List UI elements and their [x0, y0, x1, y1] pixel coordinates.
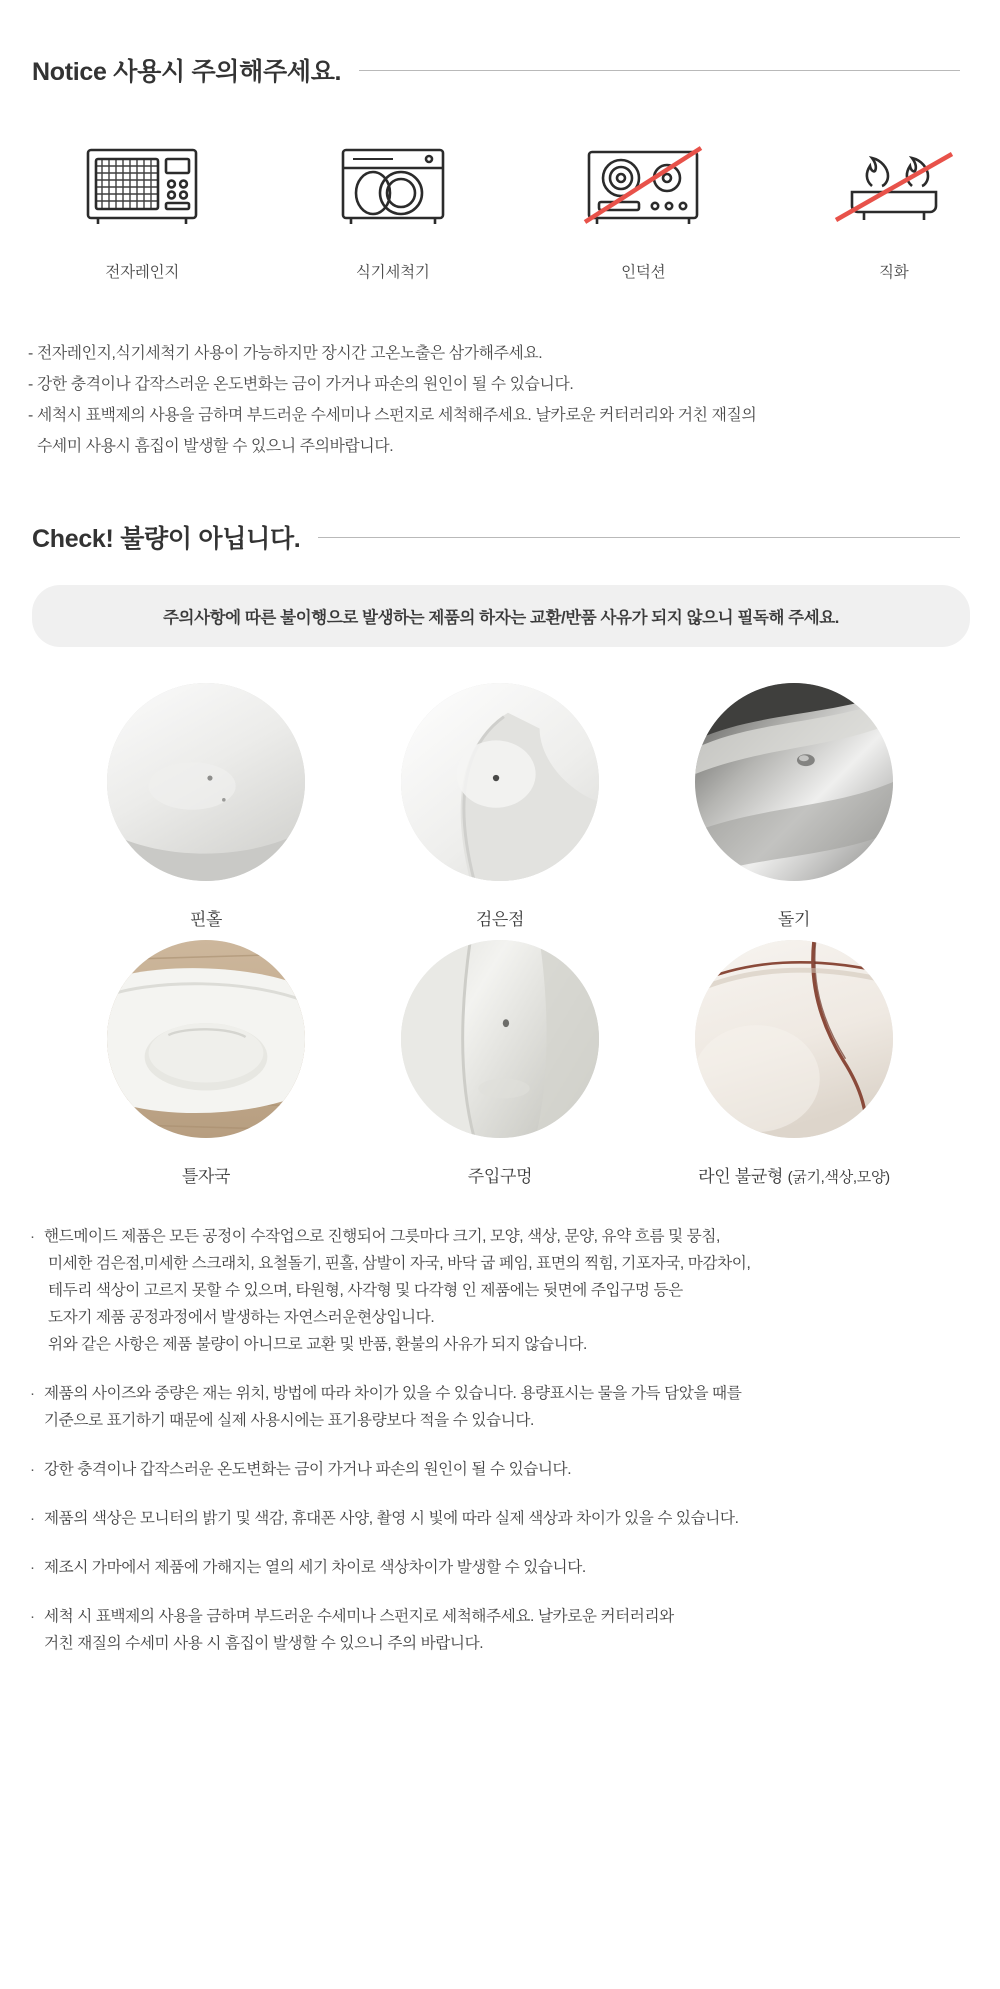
- check-title-rule: [318, 537, 960, 538]
- note-line: 제품의 사이즈와 중량은 재는 위치, 방법에 따라 차이가 있을 수 있습니다. 용량표시는 물을 가득 담았을 때를: [44, 1385, 742, 1402]
- check-section-header: [0, 519, 1000, 555]
- note-line: 거친 재질의 수세미 사용 시 흠집이 발생할 수 있으니 주의 바랍니다.: [44, 1635, 484, 1652]
- note-item: [30, 1554, 962, 1581]
- defect-photo-grid: [0, 647, 1000, 1197]
- check-title: Check! 불량이 아닙니다.: [32, 525, 301, 553]
- microwave-icon: [82, 140, 202, 232]
- pour-hole-photo: [401, 940, 599, 1138]
- mold-mark-photo: [107, 940, 305, 1138]
- defect-item-black-spot: [375, 683, 625, 930]
- black-spot-photo: [401, 683, 599, 881]
- defect-caption-sub: (굵기,색상,모양): [787, 1169, 890, 1186]
- defect-item-mold-mark: [81, 940, 331, 1187]
- note-body: [44, 1380, 962, 1434]
- notice-text-block: [0, 340, 1000, 461]
- usage-icon-label: 인덕션: [621, 264, 666, 281]
- note-body: [44, 1456, 962, 1483]
- note-body: [44, 1505, 962, 1532]
- defect-caption: 검은점: [475, 910, 525, 929]
- notice-line: - 전자레인지,식기세척기 사용이 가능하지만 장시간 고온노출은 삼가해주세요.: [28, 345, 543, 362]
- bottom-notes: [0, 1197, 1000, 1739]
- notice-line: - 강한 충격이나 갑작스러운 온도변화는 금이 가거나 파손의 원인이 될 수 있습니다.: [28, 376, 574, 393]
- check-callout: 주의사항에 따른 불이행으로 발생하는 제품의 하자는 교환/반품 사유가 되지 않으니 필독해 주세요.: [32, 585, 970, 647]
- defect-caption: 돌기: [777, 910, 811, 929]
- defect-caption: 틀자국: [181, 1167, 231, 1186]
- pinhole-photo: [107, 683, 305, 881]
- usage-icon-label: 전자레인지: [105, 264, 180, 281]
- note-bullet: ·: [30, 1559, 35, 1576]
- note-line: 강한 충격이나 갑작스러운 온도변화는 금이 가거나 파손의 원인이 될 수 있습니다.: [44, 1461, 572, 1478]
- note-body: [44, 1554, 962, 1581]
- usage-icon-label: 식기세척기: [355, 264, 430, 281]
- note-line: 위와 같은 사항은 제품 불량이 아니므로 교환 및 반품, 환불의 사유가 되지 않습니다.: [48, 1336, 587, 1353]
- note-item: [30, 1380, 962, 1434]
- notice-line: 수세미 사용시 흠집이 발생할 수 있으니 주의바랍니다.: [37, 438, 394, 455]
- note-bullet: ·: [30, 1510, 35, 1527]
- usage-icon-induction: [537, 140, 750, 282]
- line-irregular-photo: [695, 940, 893, 1138]
- dishwasher-icon: [333, 140, 453, 232]
- usage-icon-dishwasher: [287, 140, 500, 282]
- usage-icon-microwave: [36, 140, 249, 282]
- notice-line: - 세척시 표백제의 사용을 금하며 부드러운 수세미나 스펀지로 세척해주세요. 날카로운 커터러리와 거친 재질의: [28, 407, 757, 424]
- notice-title-rule: [359, 70, 960, 71]
- defect-caption: 주입구멍: [467, 1167, 533, 1186]
- note-bullet: ·: [30, 1461, 35, 1478]
- note-line: 제품의 색상은 모니터의 밝기 및 색감, 휴대폰 사양, 촬영 시 빛에 따라 실제 색상과 차이가 있을 수 있습니다.: [44, 1510, 739, 1527]
- induction-icon: [583, 140, 703, 232]
- note-line: 테두리 색상이 고르지 못할 수 있으며, 타원형, 사각형 및 다각형 인 제품에는 뒷면에 주입구멍 등은: [48, 1282, 683, 1299]
- note-body: [44, 1603, 962, 1657]
- note-line: 제조시 가마에서 제품에 가해지는 열의 세기 차이로 색상차이가 발생할 수 있습니다.: [44, 1559, 586, 1576]
- defect-caption-main: 라인 불균형: [698, 1167, 784, 1186]
- defect-caption: [698, 1162, 890, 1187]
- usage-icon-label: 직화: [878, 264, 909, 281]
- note-line: 세척 시 표백제의 사용을 금하며 부드러운 수세미나 스펀지로 세척해주세요. 날카로운 커터러리와: [44, 1608, 674, 1625]
- note-bullet: ·: [30, 1608, 35, 1625]
- note-bullet: ·: [30, 1385, 35, 1402]
- defect-caption: 핀홀: [189, 910, 223, 929]
- usage-icon-open-flame: [788, 140, 1000, 282]
- note-item: [30, 1603, 962, 1657]
- defect-item-line-irregular: [669, 940, 919, 1187]
- note-item: [30, 1505, 962, 1532]
- open-flame-icon: [834, 140, 954, 232]
- note-body: [44, 1223, 962, 1358]
- note-item: [30, 1456, 962, 1483]
- notice-section-header: [0, 0, 1000, 88]
- usage-icon-row: [0, 88, 1000, 292]
- note-bullet: ·: [30, 1228, 35, 1245]
- defect-item-pinhole: [81, 683, 331, 930]
- note-line: 미세한 검은점,미세한 스크래치, 요철돌기, 핀홀, 삼발이 자국, 바닥 굽 페임, 표면의 찍힘, 기포자국, 마감차이,: [48, 1255, 751, 1272]
- note-line: 기준으로 표기하기 때문에 실제 사용시에는 표기용량보다 적을 수 있습니다.: [44, 1412, 534, 1429]
- note-item: [30, 1223, 962, 1358]
- note-line: 도자기 제품 공정과정에서 발생하는 자연스러운현상입니다.: [48, 1309, 435, 1326]
- notice-title: Notice 사용시 주의해주세요.: [32, 58, 342, 86]
- defect-item-bump: [669, 683, 919, 930]
- note-line: 핸드메이드 제품은 모든 공정이 수작업으로 진행되어 그릇마다 크기, 모양, 색상, 문양, 유약 흐름 및 뭉침,: [44, 1228, 720, 1245]
- bump-photo: [695, 683, 893, 881]
- defect-item-pour-hole: [375, 940, 625, 1187]
